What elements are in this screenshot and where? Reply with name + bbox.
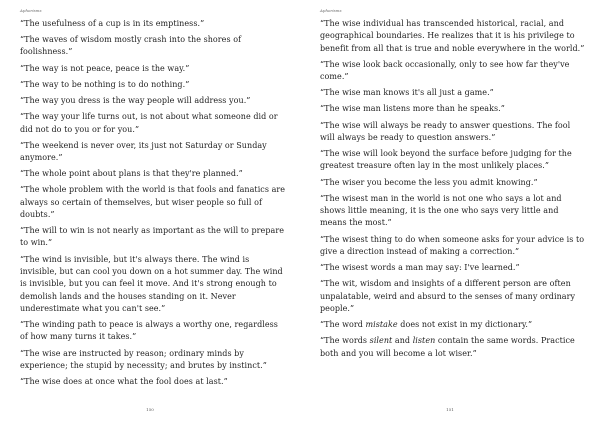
quote-emphasis: listen	[412, 336, 436, 346]
page-number: 151	[446, 407, 454, 412]
quote: “The wise look back occasionally, only to see how far they've come.”	[320, 59, 570, 82]
quote: “The will to win is not nearly as important as the will to prepare to win.”	[20, 226, 284, 248]
quote: “The wisest words a man may say: I've learned.”	[320, 263, 520, 273]
quote: “The wind is invisible, but it's always there. The wind is invisible, but can cool you down on a hot summer day. The wind is invisible, but you can feel it move. And it's strong enough to demolish lands and the houses standing on it. Never underestimate what you can't see.”	[20, 254, 283, 313]
quote: “The wisest thing to do when someone asks for your advice is to give a direction instead of making a correction.”	[320, 234, 585, 256]
quote: “The usefulness of a cup is in its emptiness.”	[20, 19, 205, 28]
quote: “The wise does at once what the fool does at last.”	[20, 377, 228, 386]
quote: “The wisest man in the world is not one who says a lot and shows little meaning, it is the one who says very little and means the most.”	[320, 193, 562, 228]
page-body	[320, 18, 586, 364]
page-number: 150	[146, 407, 154, 412]
running-head: Aphorisms	[20, 8, 42, 13]
quote-text: contain the same words. Practice both and you will become a lot wiser.”	[320, 336, 575, 358]
quote: “The wise individual has transcended historical, racial, and geographical boundaries. He realizes that it is his privilege to benefit from all that is true and noble everywhere in the world.”	[320, 19, 585, 53]
quote: “The whole point about plans is that they're planned.”	[20, 169, 243, 179]
quote	[320, 335, 586, 360]
quote: “The weekend is never over, its just not Saturday or Sunday anymore.”	[20, 140, 267, 163]
quote-text: “The words	[320, 336, 370, 346]
quote: “The wise man knows it's all just a game.”	[320, 88, 494, 98]
quote: “The wit, wisdom and insights of a different person are often unpalatable, weird and absurd to the senses of many ordinary people.”	[320, 279, 576, 313]
right-page	[300, 0, 600, 424]
quote-text: does not exist in my dictionary.”	[397, 320, 533, 330]
quote: “The wise are instructed by reason; ordinary minds by experience; the stupid by necessity; and brutes by instinct.”	[20, 348, 267, 370]
quote: “The waves of wisdom mostly crash into the shores of foolishness.”	[20, 35, 242, 57]
quote: “The whole problem with the world is that fools and fanatics are always so certain of themselves, but wiser people so full of doubts.”	[20, 185, 286, 219]
quote-emphasis: silent	[369, 336, 393, 346]
quote-text: “The word	[320, 320, 366, 330]
running-head: Aphorisms	[320, 8, 342, 13]
quote: “The way is not peace, peace is the way.”	[20, 63, 190, 73]
quote	[320, 319, 586, 331]
quote: “The wise will always be ready to answer questions. The fool will always be ready to question answers.”	[320, 120, 571, 142]
page-body	[20, 18, 286, 392]
quote: “The winding path to peace is always a worthy one, regardless of how many turns it takes.”	[20, 320, 278, 342]
quote: “The way your life turns out, is not about what someone did or did not do to you or for you.”	[20, 112, 278, 134]
quote-text: and	[392, 336, 413, 346]
quote: “The wiser you become the less you admit knowing.”	[320, 177, 538, 187]
quote: “The wise will look beyond the surface before judging for the greatest treasure often lay in the most unlikely places.”	[320, 149, 572, 171]
quote: “The way you dress is the way people will address you.”	[20, 96, 251, 106]
quote: “The wise man listens more than he speaks.”	[320, 104, 505, 114]
quote-emphasis: mistake	[365, 320, 398, 330]
quote: “The way to be nothing is to do nothing.”	[20, 79, 190, 89]
